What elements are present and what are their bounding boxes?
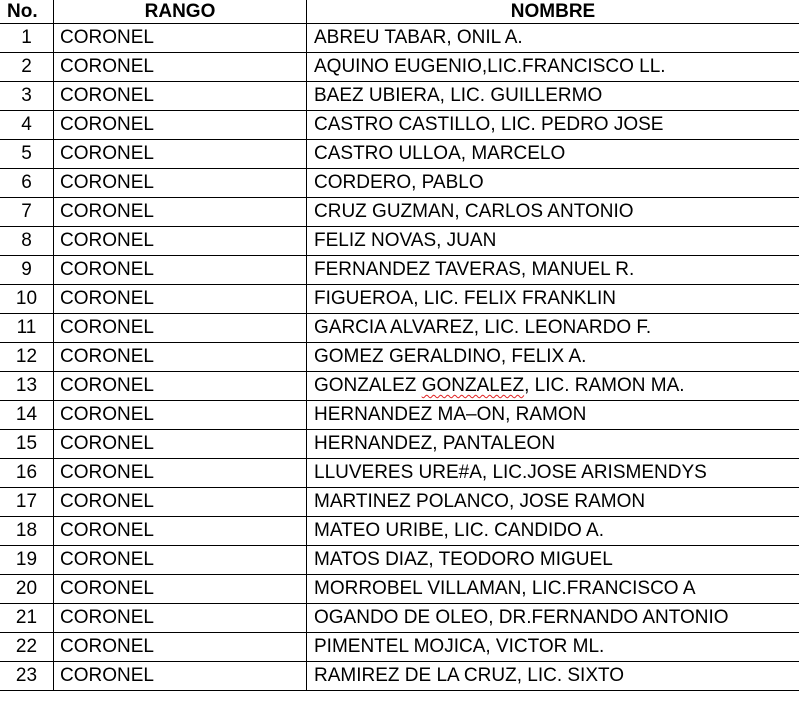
header-rango: RANGO [54, 0, 307, 24]
row-number: 1 [0, 24, 54, 53]
row-nombre: GOMEZ GERALDINO, FELIX A. [307, 343, 799, 372]
table-row [0, 430, 799, 459]
row-rango: CORONEL [54, 82, 307, 111]
row-rango: CORONEL [54, 546, 307, 575]
table-row [0, 604, 799, 633]
row-number: 23 [0, 662, 54, 691]
row-nombre: HERNANDEZ MA–ON, RAMON [307, 401, 799, 430]
row-nombre: GARCIA ALVAREZ, LIC. LEONARDO F. [307, 314, 799, 343]
table-row [0, 662, 799, 691]
row-number: 20 [0, 575, 54, 604]
row-nombre: MATOS DIAZ, TEODORO MIGUEL [307, 546, 799, 575]
row-number: 11 [0, 314, 54, 343]
row-rango: CORONEL [54, 343, 307, 372]
table-row [0, 575, 799, 604]
row-number: 9 [0, 256, 54, 285]
row-number: 10 [0, 285, 54, 314]
row-number: 17 [0, 488, 54, 517]
row-rango: CORONEL [54, 604, 307, 633]
row-number: 2 [0, 53, 54, 82]
row-rango: CORONEL [54, 488, 307, 517]
row-rango: CORONEL [54, 314, 307, 343]
table-row [0, 256, 799, 285]
row-number: 3 [0, 82, 54, 111]
table-row [0, 82, 799, 111]
row-number: 16 [0, 459, 54, 488]
row-nombre: ABREU TABAR, ONIL A. [307, 24, 799, 53]
row-number: 14 [0, 401, 54, 430]
row-rango: CORONEL [54, 169, 307, 198]
table-row [0, 401, 799, 430]
row-nombre: FIGUEROA, LIC. FELIX FRANKLIN [307, 285, 799, 314]
row-number: 19 [0, 546, 54, 575]
row-rango: CORONEL [54, 53, 307, 82]
row-rango: CORONEL [54, 372, 307, 401]
row-nombre: MARTINEZ POLANCO, JOSE RAMON [307, 488, 799, 517]
row-nombre: HERNANDEZ, PANTALEON [307, 430, 799, 459]
row-number: 7 [0, 198, 54, 227]
row-rango: CORONEL [54, 198, 307, 227]
header-no: No. [0, 0, 54, 24]
row-nombre: FERNANDEZ TAVERAS, MANUEL R. [307, 256, 799, 285]
header-row [0, 0, 799, 24]
row-rango: CORONEL [54, 285, 307, 314]
row-nombre: PIMENTEL MOJICA, VICTOR ML. [307, 633, 799, 662]
table-row [0, 343, 799, 372]
row-rango: CORONEL [54, 256, 307, 285]
row-nombre: MORROBEL VILLAMAN, LIC.FRANCISCO A [307, 575, 799, 604]
row-rango: CORONEL [54, 575, 307, 604]
table-row [0, 227, 799, 256]
table-row [0, 546, 799, 575]
row-rango: CORONEL [54, 401, 307, 430]
row-number: 5 [0, 140, 54, 169]
table-row [0, 140, 799, 169]
row-nombre: FELIZ NOVAS, JUAN [307, 227, 799, 256]
row-rango: CORONEL [54, 140, 307, 169]
row-nombre: BAEZ UBIERA, LIC. GUILLERMO [307, 82, 799, 111]
row-nombre: CORDERO, PABLO [307, 169, 799, 198]
table-row [0, 314, 799, 343]
header-nombre: NOMBRE [307, 0, 799, 24]
row-number: 6 [0, 169, 54, 198]
row-rango: CORONEL [54, 517, 307, 546]
table-row [0, 24, 799, 53]
row-number: 8 [0, 227, 54, 256]
row-number: 22 [0, 633, 54, 662]
row-number: 21 [0, 604, 54, 633]
row-rango: CORONEL [54, 430, 307, 459]
row-rango: CORONEL [54, 111, 307, 140]
row-nombre: AQUINO EUGENIO,LIC.FRANCISCO LL. [307, 53, 799, 82]
row-nombre: OGANDO DE OLEO, DR.FERNANDO ANTONIO [307, 604, 799, 633]
table-row [0, 53, 799, 82]
row-number: 13 [0, 372, 54, 401]
table-row [0, 372, 799, 401]
row-rango: CORONEL [54, 633, 307, 662]
table-body [0, 24, 799, 691]
table-row [0, 198, 799, 227]
row-number: 15 [0, 430, 54, 459]
row-nombre: MATEO URIBE, LIC. CANDIDO A. [307, 517, 799, 546]
row-nombre: RAMIREZ DE LA CRUZ, LIC. SIXTO [307, 662, 799, 691]
table-row [0, 633, 799, 662]
table-row [0, 459, 799, 488]
row-number: 12 [0, 343, 54, 372]
row-rango: CORONEL [54, 459, 307, 488]
row-rango: CORONEL [54, 227, 307, 256]
spellcheck-flagged-word: GONZALEZ [421, 375, 525, 396]
row-nombre: CASTRO CASTILLO, LIC. PEDRO JOSE [307, 111, 799, 140]
row-number: 4 [0, 111, 54, 140]
row-nombre: CASTRO ULLOA, MARCELO [307, 140, 799, 169]
row-rango: CORONEL [54, 24, 307, 53]
row-number: 18 [0, 517, 54, 546]
table-row [0, 285, 799, 314]
table-row [0, 488, 799, 517]
table-row [0, 169, 799, 198]
row-nombre: LLUVERES URE#A, LIC.JOSE ARISMENDYS [307, 459, 799, 488]
row-rango: CORONEL [54, 662, 307, 691]
table-row [0, 111, 799, 140]
row-nombre: GONZALEZ GONZALEZ, LIC. RAMON MA. [307, 372, 799, 401]
table-row [0, 517, 799, 546]
row-nombre: CRUZ GUZMAN, CARLOS ANTONIO [307, 198, 799, 227]
